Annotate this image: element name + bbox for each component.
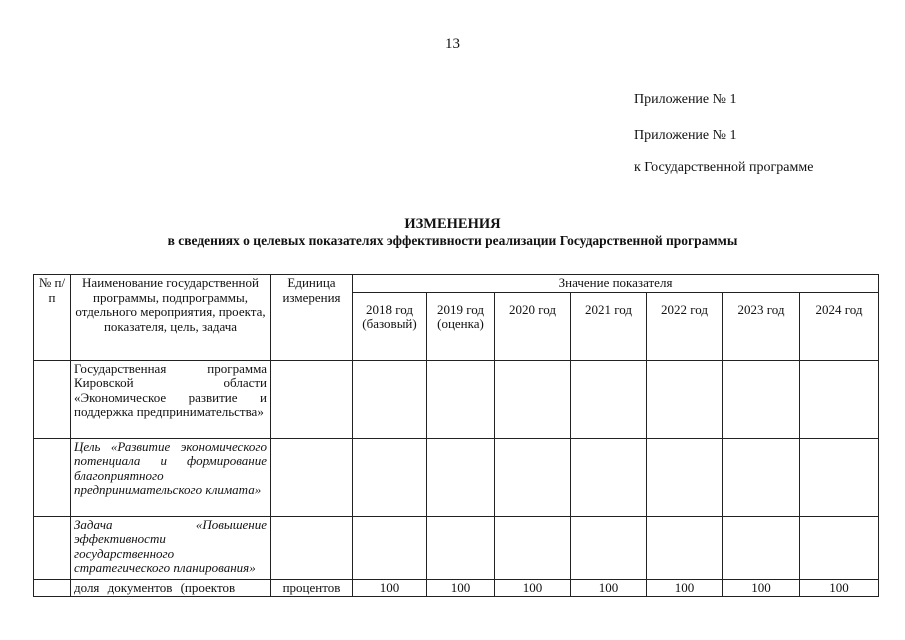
row-value bbox=[353, 360, 427, 438]
row-value bbox=[800, 438, 879, 516]
row-name: Задача «Повышение эффективности государственного стратегического планирования» bbox=[71, 516, 271, 579]
document-title: ИЗМЕНЕНИЯ bbox=[404, 216, 501, 232]
table-row bbox=[34, 360, 879, 438]
header-year: 2021 год bbox=[571, 292, 647, 360]
row-number bbox=[34, 579, 71, 597]
indicators-table bbox=[33, 274, 879, 597]
row-unit bbox=[271, 438, 353, 516]
row-number bbox=[34, 516, 71, 579]
row-value bbox=[427, 516, 495, 579]
header-year: 2023 год bbox=[723, 292, 800, 360]
row-unit bbox=[271, 516, 353, 579]
row-value bbox=[571, 360, 647, 438]
row-value bbox=[495, 438, 571, 516]
row-number bbox=[34, 438, 71, 516]
row-value: 100 bbox=[427, 579, 495, 597]
row-value: 100 bbox=[723, 579, 800, 597]
header-year: 2020 год bbox=[495, 292, 571, 360]
row-value: 100 bbox=[800, 579, 879, 597]
row-value bbox=[353, 438, 427, 516]
header-indicator-value: Значение показателя bbox=[353, 275, 879, 293]
row-value bbox=[723, 360, 800, 438]
row-value bbox=[647, 516, 723, 579]
row-number bbox=[34, 360, 71, 438]
row-value bbox=[571, 438, 647, 516]
appendix-reference: к Государственной программе bbox=[634, 160, 814, 175]
header-year: 2024 год bbox=[800, 292, 879, 360]
page-number: 13 bbox=[445, 36, 460, 52]
row-value bbox=[800, 360, 879, 438]
header-year: 2022 год bbox=[647, 292, 723, 360]
table-row bbox=[34, 438, 879, 516]
row-name: доля документов (проектов bbox=[71, 579, 271, 597]
row-value bbox=[495, 360, 571, 438]
row-value bbox=[427, 438, 495, 516]
appendix-label-secondary: Приложение № 1 bbox=[634, 128, 737, 143]
row-value bbox=[800, 516, 879, 579]
row-value: 100 bbox=[647, 579, 723, 597]
row-unit bbox=[271, 360, 353, 438]
header-year: 2018 год (базовый) bbox=[353, 292, 427, 360]
row-value bbox=[647, 438, 723, 516]
header-name: Наименование государственной программы, подпрограммы, отдельного мероприятия, проекта, показателя, цель, задача bbox=[71, 275, 271, 361]
row-value bbox=[427, 360, 495, 438]
row-unit: процентов bbox=[271, 579, 353, 597]
row-value bbox=[647, 360, 723, 438]
appendix-label: Приложение № 1 bbox=[634, 92, 737, 107]
header-unit: Единица измерения bbox=[271, 275, 353, 361]
document-subtitle: в сведениях о целевых показателях эффективности реализации Государственной программы bbox=[167, 233, 738, 248]
header-number: № п/п bbox=[34, 275, 71, 361]
row-value: 100 bbox=[571, 579, 647, 597]
row-value: 100 bbox=[495, 579, 571, 597]
row-value: 100 bbox=[353, 579, 427, 597]
row-name: Цель «Развитие экономического потенциала и формирование благоприятного предпринимательского климата» bbox=[71, 438, 271, 516]
row-value bbox=[353, 516, 427, 579]
row-value bbox=[495, 516, 571, 579]
header-year: 2019 год (оценка) bbox=[427, 292, 495, 360]
table-row bbox=[34, 579, 879, 597]
row-value bbox=[723, 516, 800, 579]
row-value bbox=[571, 516, 647, 579]
row-value bbox=[723, 438, 800, 516]
row-name: Государственная программа Кировской области «Экономическое развитие и поддержка предпринимательства» bbox=[71, 360, 271, 438]
table-row bbox=[34, 516, 879, 579]
